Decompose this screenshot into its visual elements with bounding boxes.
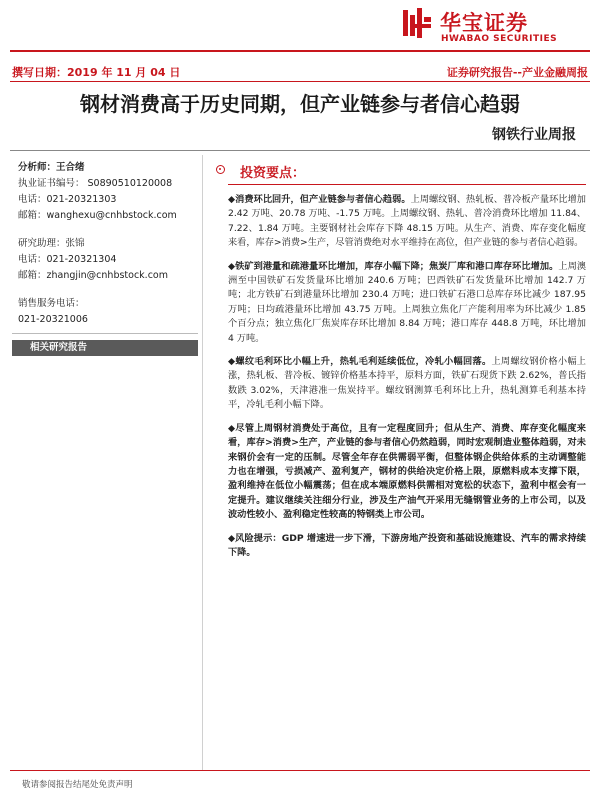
analyst-email[interactable]: 邮箱：wanghexu@cnhbstock.com <box>18 210 177 221</box>
report-date: 撰写日期：2019 年 11 月 04 日 <box>12 66 181 79</box>
column-divider <box>202 155 203 770</box>
sales-phone: 021-20321006 <box>18 314 88 325</box>
sales-label: 销售服务电话： <box>18 298 85 309</box>
key-point-body: 上周螺纹钢、热轧板、普冷板产量环比增加 2.42 万吨、20.78 万吨、-1.75 万吨。上周螺纹钢、热轧、普冷消费环比增加 11.84、7.22、1.84 万吨。主要钢材社会库存下降 48.15 万吨。从生产、消费、库存变化幅度来看，库存>消费>生产，尽管消费绝对水平维持在高位，但产业链的参与者信心趋弱。 <box>228 194 586 249</box>
sidebar-divider <box>12 333 198 334</box>
assistant-email[interactable]: 邮箱：zhangjin@cnhbstock.com <box>18 270 168 281</box>
hwabao-logo-icon <box>400 6 434 40</box>
key-point-body: 上周澳洲至中国铁矿石发货量环比增加 240.6 万吨；巴西铁矿石发货量环比增加 142.7 万吨；北方铁矿石到港量环比增加 230.4 万吨；进口铁矿石港口总库存环比减少 187.95 万吨；日均疏港量环比增加 43.75 万吨。上周独立焦化厂产能利用率为环比减少 1.85 个百分点；独立焦化厂焦炭库存环比增加 8.84 万吨；港口库存 448.8 万吨，环比增加 4 万吨。 <box>228 260 587 344</box>
key-point-paragraph <box>228 260 586 346</box>
report-title: 钢材消费高于历史同期，但产业链参与者信心趋弱 <box>80 92 520 116</box>
subtitle-rule <box>10 150 590 151</box>
key-points-rule <box>228 184 586 185</box>
analyst-sidebar <box>18 160 198 328</box>
disclaimer-note: 敬请参阅报告结尾处免责声明 <box>22 780 133 790</box>
assistant-name: 研究助理：张锦 <box>18 238 85 249</box>
key-points-section <box>228 162 586 569</box>
target-icon <box>216 165 225 174</box>
key-point-lead: ◆消费环比回升，但产业链参与者信心趋弱。 <box>228 194 411 205</box>
analyst-name: 分析师：王合绪 <box>18 162 85 173</box>
analyst-phone: 电话：021-20321303 <box>18 194 117 205</box>
report-subtitle: 钢铁行业周报 <box>492 127 576 143</box>
analyst-cert: 执业证书编号： S0890510120008 <box>18 178 173 189</box>
assistant-phone: 电话：021-20321304 <box>18 254 117 265</box>
title-rule <box>10 81 590 82</box>
key-point-body: 上周螺纹钢价格小幅上涨，热轧板、普冷板、镀锌价格基本持平，原料方面，铁矿石现货下跌 2.62%，普氏指数跌 3.02%，天津港准一焦炭持平。螺纹钢测算毛利环比上升，热轧测算毛利基本持平，冷轧毛利小幅下降。 <box>228 356 586 411</box>
key-point-paragraph <box>228 193 586 251</box>
key-point-lead: ◆螺纹毛利环比小幅上升，热轧毛利延续低位，冷轧小幅回落。 <box>228 356 492 368</box>
key-points-heading <box>228 162 586 182</box>
key-point-lead: ◆尽管上周钢材消费处于高位，且有一定程度回升；但从生产、消费、库存变化幅度来看，库存>消费>生产，产业链的参与者信心仍然趋弱，同时宏观制造业整体趋弱，对未来钢价会有一定的压制。尽管全年存在供需弱平衡，但整体钢企供给体系的主动调整能力也在增强，亏损减产、盈利复产，钢材的供给决定价格上限，原燃料成本支撑下限，盈利维持在低位小幅震荡；但在成本端原燃料供需相对宽松的状态下，盈利中枢会有一定提升。建议继续关注细分行业，涉及生产油气开采用无缝钢管业务的上市公司，以及波动性较小、盈利稳定性较高的特钢类上市公司。 <box>228 422 586 521</box>
report-type: 证券研究报告--产业金融周报 <box>446 66 588 79</box>
key-point-paragraph <box>228 422 586 523</box>
related-reports-header: 相关研究报告 <box>12 340 198 356</box>
header-rule <box>10 50 590 52</box>
brand-logo <box>400 6 590 46</box>
key-points-title: 投资要点： <box>240 166 306 181</box>
key-point-lead: ◆风险提示：GDP 增速进一步下滑，下游房地产投资和基础设施建设、汽车的需求持续下降。 <box>228 532 586 558</box>
key-point-paragraph <box>228 532 586 561</box>
key-point-lead: ◆铁矿到港量和疏港量环比增加，库存小幅下降；焦炭厂库和港口库存环比增加。 <box>228 260 559 272</box>
key-point-paragraph <box>228 355 586 413</box>
brand-name-cn: 华宝证券 <box>440 11 528 35</box>
brand-name-en: HWABAO SECURITIES <box>441 34 558 44</box>
footer-rule <box>10 770 590 771</box>
